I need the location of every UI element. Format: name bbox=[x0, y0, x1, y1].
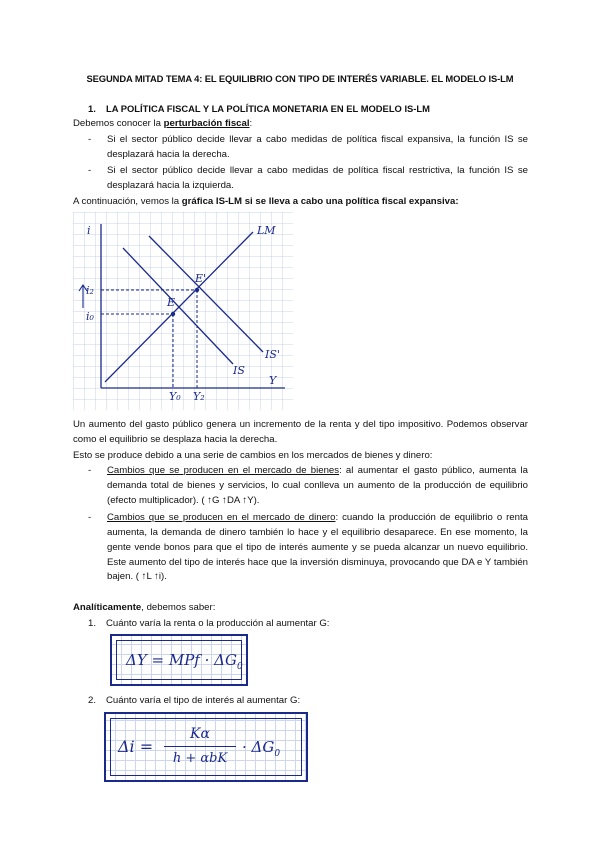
paragraph-changes: Esto se produce debido a una serie de cambios en los mercados de bienes y dinero: bbox=[73, 450, 433, 461]
formula-interest-denominator: h + αbK bbox=[172, 751, 228, 766]
bullet-term: Cambios que se producen en el mercado de dinero bbox=[107, 512, 336, 523]
bullet-text bbox=[107, 511, 528, 585]
islm-graph bbox=[73, 212, 293, 410]
x-axis-label: Y bbox=[269, 374, 277, 387]
y0-label: Y₀ bbox=[169, 390, 181, 403]
section-title: LA POLÍTICA FISCAL Y LA POLÍTICA MONETARIA EN EL MODELO IS-LM bbox=[106, 103, 430, 114]
formula-interest-box bbox=[104, 712, 308, 782]
graph-intro-bold: gráfica IS-LM si se lleva a cabo una política fiscal expansiva: bbox=[181, 196, 459, 207]
numbered-item-2 bbox=[88, 694, 300, 709]
formula-interest-rhs bbox=[242, 736, 280, 762]
bullet-dash: - bbox=[88, 465, 92, 476]
formula-output-text: ΔY = MPf · ΔG bbox=[126, 651, 237, 669]
intro-term: perturbación fiscal bbox=[163, 118, 250, 129]
y-axis-label: i bbox=[87, 224, 91, 237]
bullet-dash: - bbox=[88, 512, 92, 523]
i0-label: i₀ bbox=[86, 310, 94, 323]
bullet-text: Si el sector público decide llevar a cabo medidas de política fiscal expansiva, la función IS se desplazará hacia la derecha. bbox=[107, 134, 528, 160]
bullet-restrictive bbox=[88, 164, 528, 194]
lm-label: LM bbox=[257, 224, 276, 237]
is-label: IS bbox=[233, 364, 245, 377]
analytic-rest: , debemos saber: bbox=[141, 602, 216, 613]
intro-text: Debemos conocer la bbox=[73, 118, 164, 129]
bullet-dash: - bbox=[88, 165, 92, 176]
e1-label: E' bbox=[195, 272, 207, 285]
formula-interest-sub: 0 bbox=[274, 749, 281, 759]
paragraph-effect: Un aumento del gasto público genera un incremento de la renta y del tipo impositivo. Podemos observar como el equilibrio se desplaza hacia la derecha. bbox=[73, 419, 528, 445]
i2-label: i₂ bbox=[86, 284, 94, 297]
bullet-term: Cambios que se producen en el mercado de bienes bbox=[107, 465, 340, 476]
item-text: Cuánto varía el tipo de interés al aumentar G: bbox=[106, 695, 301, 706]
bullet-body: : al aumentar el gasto público, aumenta la demanda total de bienes y servicios, lo cual conlleva un aumento de la producción de equilibrio (efecto multiplicador). ( ↑G ↑DA ↑Y). bbox=[107, 465, 528, 506]
numbered-item-1 bbox=[88, 617, 329, 632]
formula-output bbox=[126, 649, 243, 675]
intro-paragraph bbox=[73, 117, 528, 132]
analytic-bold: Analíticamente bbox=[73, 602, 142, 613]
bullet-goods-market bbox=[88, 464, 528, 509]
formula-interest-numerator: Kα bbox=[190, 726, 210, 742]
formula-interest-rhs-text: · ΔG bbox=[242, 738, 275, 756]
intro-colon: : bbox=[249, 118, 253, 129]
formula-interest-lhs: Δi = bbox=[118, 737, 154, 756]
item-number: 1. bbox=[88, 618, 97, 629]
graph-intro bbox=[73, 195, 528, 210]
fraction-bar bbox=[164, 746, 236, 747]
bullet-text bbox=[107, 464, 528, 509]
page-title: SEGUNDA MITAD TEMA 4: EL EQUILIBRIO CON TIPO DE INTERÉS VARIABLE. EL MODELO IS-LM bbox=[86, 73, 514, 84]
equilibrium-e bbox=[171, 312, 175, 316]
bullet-dash: - bbox=[88, 134, 92, 145]
section-number: 1. bbox=[88, 103, 96, 114]
item-text: Cuánto varía la renta o la producción al aumentar G: bbox=[106, 618, 330, 629]
bullet-body: : cuando la producción de equilibrio o renta aumenta, la demanda de dinero también lo hace y el equilibrio desaparece. En ese momento, la gente vende bonos para que el tipo de interés aumente y se pueda alcanzar un nuevo equilibrio. Este aumento del tipo de interés hace que la inversión disminuya, provocando que DA e Y también bajen. ( ↑L ↑i). bbox=[107, 512, 528, 583]
y2-label: Y₂ bbox=[193, 390, 205, 403]
formula-output-box bbox=[110, 634, 248, 686]
e-label: E bbox=[167, 296, 176, 309]
bullet-money-market bbox=[88, 511, 528, 585]
item-number: 2. bbox=[88, 695, 97, 706]
graph-intro-text: A continuación, vemos la bbox=[73, 196, 182, 207]
formula-output-sub: 0 bbox=[236, 662, 243, 672]
analytic-line bbox=[73, 601, 528, 616]
bullet-text: Si el sector público decide llevar a cabo medidas de política fiscal restrictiva, la función IS se desplazará hacia la izquierda. bbox=[107, 165, 528, 191]
section-heading bbox=[88, 102, 430, 117]
bullet-expansive bbox=[88, 133, 528, 163]
is1-label: IS' bbox=[265, 348, 280, 361]
equilibrium-e1 bbox=[195, 288, 199, 292]
